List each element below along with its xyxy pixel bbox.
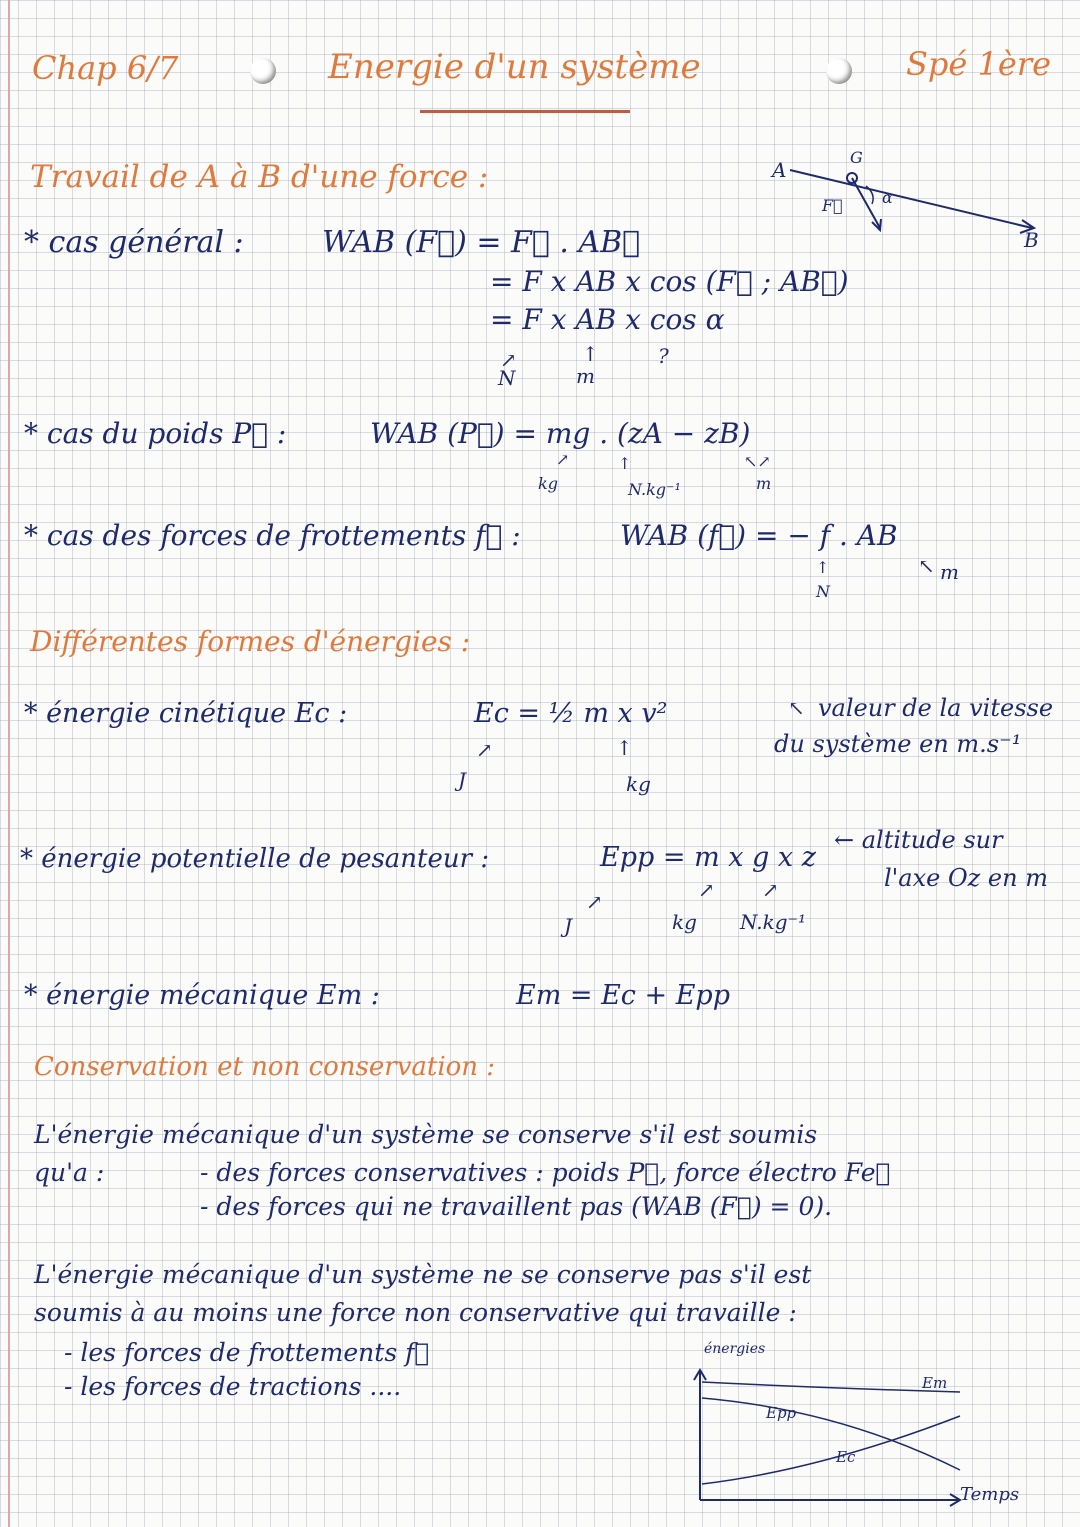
general-case-label: * cas général : (24, 225, 244, 260)
conservation-p2-line2: soumis à au moins une force non conservative qui travaille : (34, 1298, 797, 1327)
level-label: Spé 1ère (906, 45, 1052, 83)
weight-unit-m: m (756, 474, 772, 493)
point-B-label: B (1024, 228, 1039, 252)
potential-unit-kg: kg (672, 910, 697, 934)
conservation-p1-item2: - des forces qui ne travaillent pas (WAB (F⃗) = 0). (200, 1192, 833, 1221)
conservation-p1-line2: qu'a : (34, 1158, 105, 1187)
graph-x-label: Temps (960, 1484, 1020, 1505)
general-formula-line3: = F x AB x cos α (490, 303, 725, 336)
curve-ec (702, 1416, 960, 1484)
potential-unit-J: J (564, 914, 573, 938)
general-formula-line1: WAB (F⃗) = F⃗ . AB⃗ (322, 225, 641, 260)
weight-arrow-m: ↖↗ (744, 452, 771, 471)
curve-epp-label: Epp (766, 1404, 797, 1422)
potential-unit-nkg: N.kg⁻¹ (740, 910, 807, 934)
unit-label-N: N (498, 366, 516, 390)
conservation-p2-line1: L'énergie mécanique d'un système ne se conserve pas s'il est (34, 1260, 812, 1289)
friction-arrow-m: ↖ (918, 554, 935, 578)
chapter-label: Chap 6/7 (32, 49, 179, 87)
potential-energy-formula: Epp = m x g x z (600, 842, 816, 873)
unit-label-question: ? (658, 344, 669, 368)
friction-arrow-N: ↑ (816, 558, 830, 577)
weight-formula: WAB (P⃗) = mg . (zA − zB) (370, 417, 751, 450)
curve-ec-label: Ec (836, 1448, 856, 1466)
conservation-p2-item2: - les forces de tractions .... (64, 1372, 402, 1401)
mechanical-energy-formula: Em = Ec + Epp (516, 980, 730, 1011)
weight-arrow-kg: ↗ (556, 450, 570, 469)
potential-arrow-kg: ↗ (698, 878, 715, 902)
unit-label-m: m (576, 364, 595, 388)
kinetic-note-line2: du système en m.s⁻¹ (774, 730, 1022, 758)
potential-energy-label: * énergie potentielle de pesanteur : (20, 844, 490, 874)
potential-note-line1: ← altitude sur (834, 826, 1003, 854)
page-title: Energie d'un système (328, 47, 701, 87)
weight-case-label: * cas du poids P⃗ : (24, 417, 287, 450)
conservation-p1-item1: - des forces conservatives : poids P⃗, force électro Fe⃗ (200, 1158, 891, 1187)
unit-arrow-N: ↗ (500, 348, 517, 372)
kinetic-energy-label: * énergie cinétique Ec : (24, 698, 348, 729)
general-formula-line2: = F x AB x cos (F⃗ ; AB⃗) (490, 265, 849, 298)
kinetic-unit-kg: kg (626, 772, 651, 796)
curve-em-label: Em (922, 1374, 948, 1392)
section-heading-travail: Travail de A à B d'une force : (30, 159, 489, 195)
kinetic-arrow-J: ↗ (476, 738, 493, 762)
potential-note-line2: l'axe Oz en m (884, 864, 1048, 892)
weight-unit-nkg: N.kg⁻¹ (628, 480, 681, 499)
kinetic-unit-J: J (458, 768, 467, 792)
potential-arrow-J: ↗ (586, 890, 603, 914)
friction-case-label: * cas des forces de frottements f⃗ : (24, 519, 521, 552)
unit-arrow-m: ↑ (582, 342, 599, 366)
kinetic-energy-formula: Ec = ½ m x v² (474, 698, 668, 729)
mechanical-energy-label: * énergie mécanique Em : (24, 980, 380, 1011)
kinetic-note-line1: valeur de la vitesse (818, 694, 1054, 722)
force-label: F⃗ (822, 196, 843, 215)
section-heading-energies: Différentes formes d'énergies : (30, 625, 471, 658)
conservation-p2-item1: - les forces de frottements f⃗ (64, 1338, 430, 1367)
angle-label: α (882, 188, 893, 207)
potential-arrow-nkg: ↗ (762, 878, 779, 902)
weight-arrow-nkg: ↑ (618, 454, 632, 473)
conservation-p1-line1: L'énergie mécanique d'un système se conserve s'il est soumis (34, 1120, 818, 1149)
point-A-label: A (772, 158, 787, 182)
weight-unit-kg: kg (538, 474, 558, 493)
kinetic-arrow-kg: ↑ (616, 736, 633, 760)
friction-unit-m: m (940, 560, 959, 584)
kinetic-arrow-v: ↖ (788, 696, 805, 720)
section-heading-conservation: Conservation et non conservation : (34, 1052, 496, 1082)
friction-unit-N: N (816, 582, 830, 601)
point-G-label: G (850, 148, 863, 167)
friction-formula: WAB (f⃗) = − f . AB (620, 519, 898, 552)
graph-y-label: énergies (704, 1341, 766, 1357)
